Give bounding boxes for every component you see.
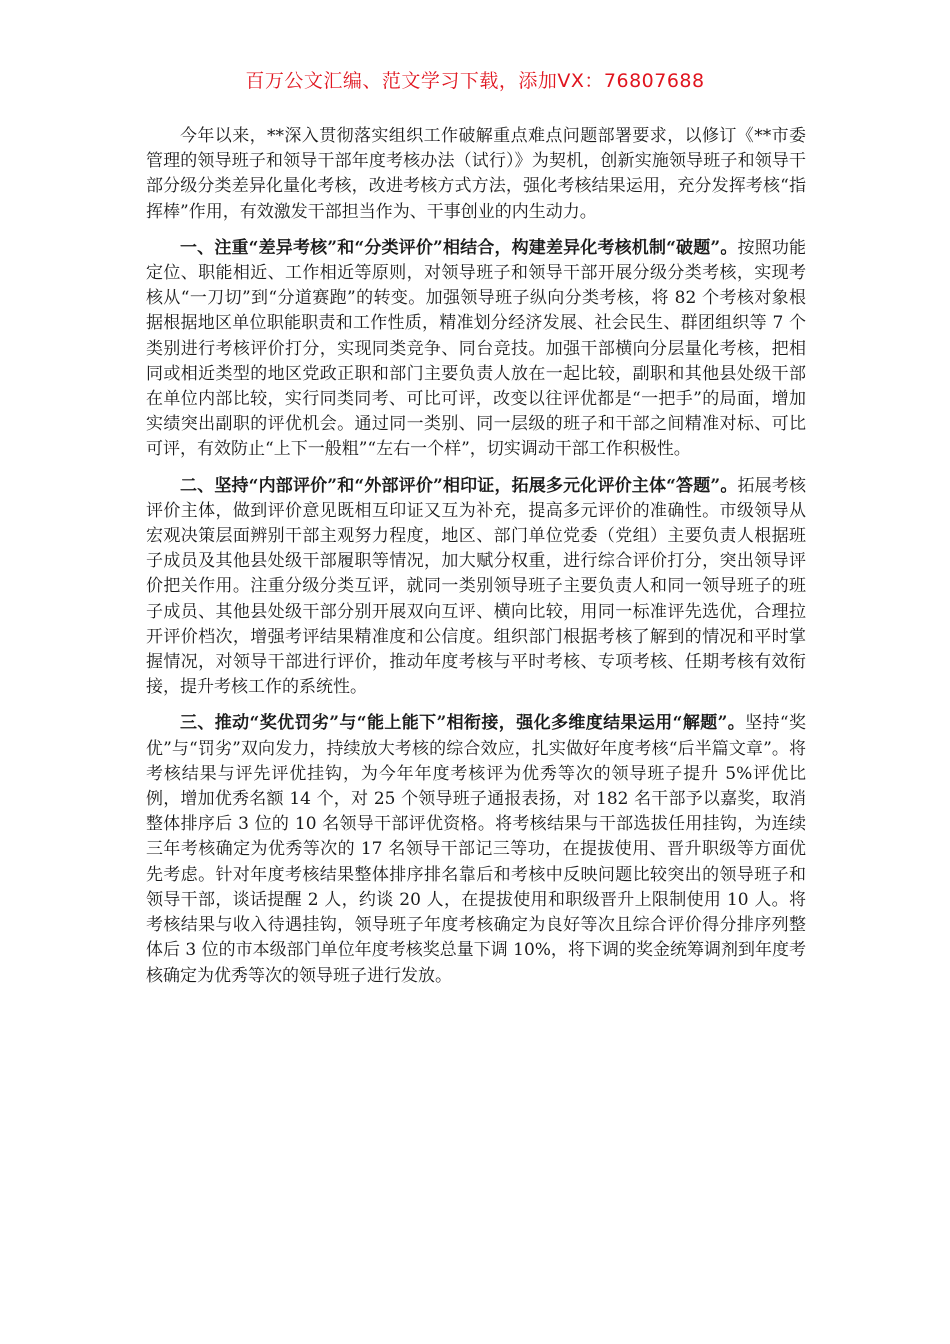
section-body-3: 坚持“奖优”与“罚劣”双向发力，持续放大考核的综合效应，扎实做好年度考核“后半篇文章”。将考核结果与评先评优挂钩，为今年年度考核评为优秀等次的领导班子提升 5%评优比例，增加优秀名额 14 个，对 25 个领导班子通报表扬，对 182 名干部予以嘉奖，取消整体排序后 3 位的 10 名领导干部评优资格。将考核结果与干部选拔任用挂钩，为连续三年考核确定为优秀等次的 17 名领导干部记三等功，在提拔使用、晋升职级等方面优先考虑。针对年度考核结果整体排序排名靠后和考核中反映问题比较突出的领导班子和领导干部，谈话提醒 2 人，约谈 20 人，在提拔使用和职级晋升上限制使用 10 人。将考核结果与收入待遇挂钩，领导班子年度考核确定为良好等次且综合评价得分排序列整体后 3 位的市本级部门单位年度考核奖总量下调 10%，将下调的奖金统筹调剂到年度考核确定为优秀等次的领导班子进行发放。 xyxy=(146,713,806,986)
section-paragraph-2 xyxy=(146,474,806,701)
intro-paragraph: 今年以来，**深入贯彻落实组织工作破解重点难点问题部署要求，以修订《**市委管理的领导班子和领导干部年度考核办法（试行）》为契机，创新实施领导班子和领导干部分级分类差异化量化考核，改进考核方式方法，强化考核结果运用，充分发挥考核“指挥棒”作用，有效激发干部担当作为、干事创业的内生动力。 xyxy=(146,126,806,222)
section-body-2: 拓展考核评价主体，做到评价意见既相互印证又互为补充，提高多元评价的准确性。市级领导从宏观决策层面辨别干部主观努力程度，地区、部门单位党委（党组）主要负责人根据班子成员及其他县处级干部履职等情况，加大赋分权重，进行综合评价打分，突出领导评价把关作用。注重分级分类互评，就同一类别领导班子主要负责人和同一领导班子的班子成员、其他县处级干部分别开展双向互评、横向比较，用同一标准评先选优，合理拉开评价档次，增强考评结果精准度和公信度。组织部门根据考核了解到的情况和平时掌握情况，对领导干部进行评价，推动年度考核与平时考核、专项考核、任期考核有效衔接，提升考核工作的系统性。 xyxy=(146,475,806,698)
section-heading-2: 二、坚持“内部评价”和“外部评价”相印证，拓展多元化评价主体“答题”。 xyxy=(180,475,738,496)
section-body-1: 按照功能定位、职能相近、工作相近等原则，对领导班子和领导干部开展分级分类考核，实现考核从“一刀切”到“分道赛跑”的转变。加强领导班子纵向分类考核，将 82 个考核对象根据根据地区单位职能职责和工作性质，精准划分经济发展、社会民生、群团组织等 7 个类别进行考核评价打分，实现同类竞争、同台竞技。加强干部横向分层量化考核，把相同或相近类型的地区党政正职和部门主要负责人放在一起比较，副职和其他县处级干部在单位内部比较，实行同类同考、可比可评，改变以往评优都是“一把手”的局面，增加实绩突出副职的评优机会。通过同一类别、同一层级的班子和干部之间精准对标、可比可评，有效防止“上下一般粗”“左右一个样”，切实调动干部工作积极性。 xyxy=(146,237,806,460)
header-watermark: 百万公文汇编、范文学习下载，添加VX：76807688 xyxy=(245,70,705,92)
section-paragraph-3 xyxy=(146,711,806,988)
section-heading-3: 三、推动“奖优罚劣”与“能上能下”相衔接，强化多维度结果运用“解题”。 xyxy=(180,713,746,734)
document-body xyxy=(146,124,806,1000)
section-paragraph-1 xyxy=(146,236,806,463)
section-heading-1: 一、注重“差异考核”和“分类评价”相结合，构建差异化考核机制“破题”。 xyxy=(180,237,738,258)
